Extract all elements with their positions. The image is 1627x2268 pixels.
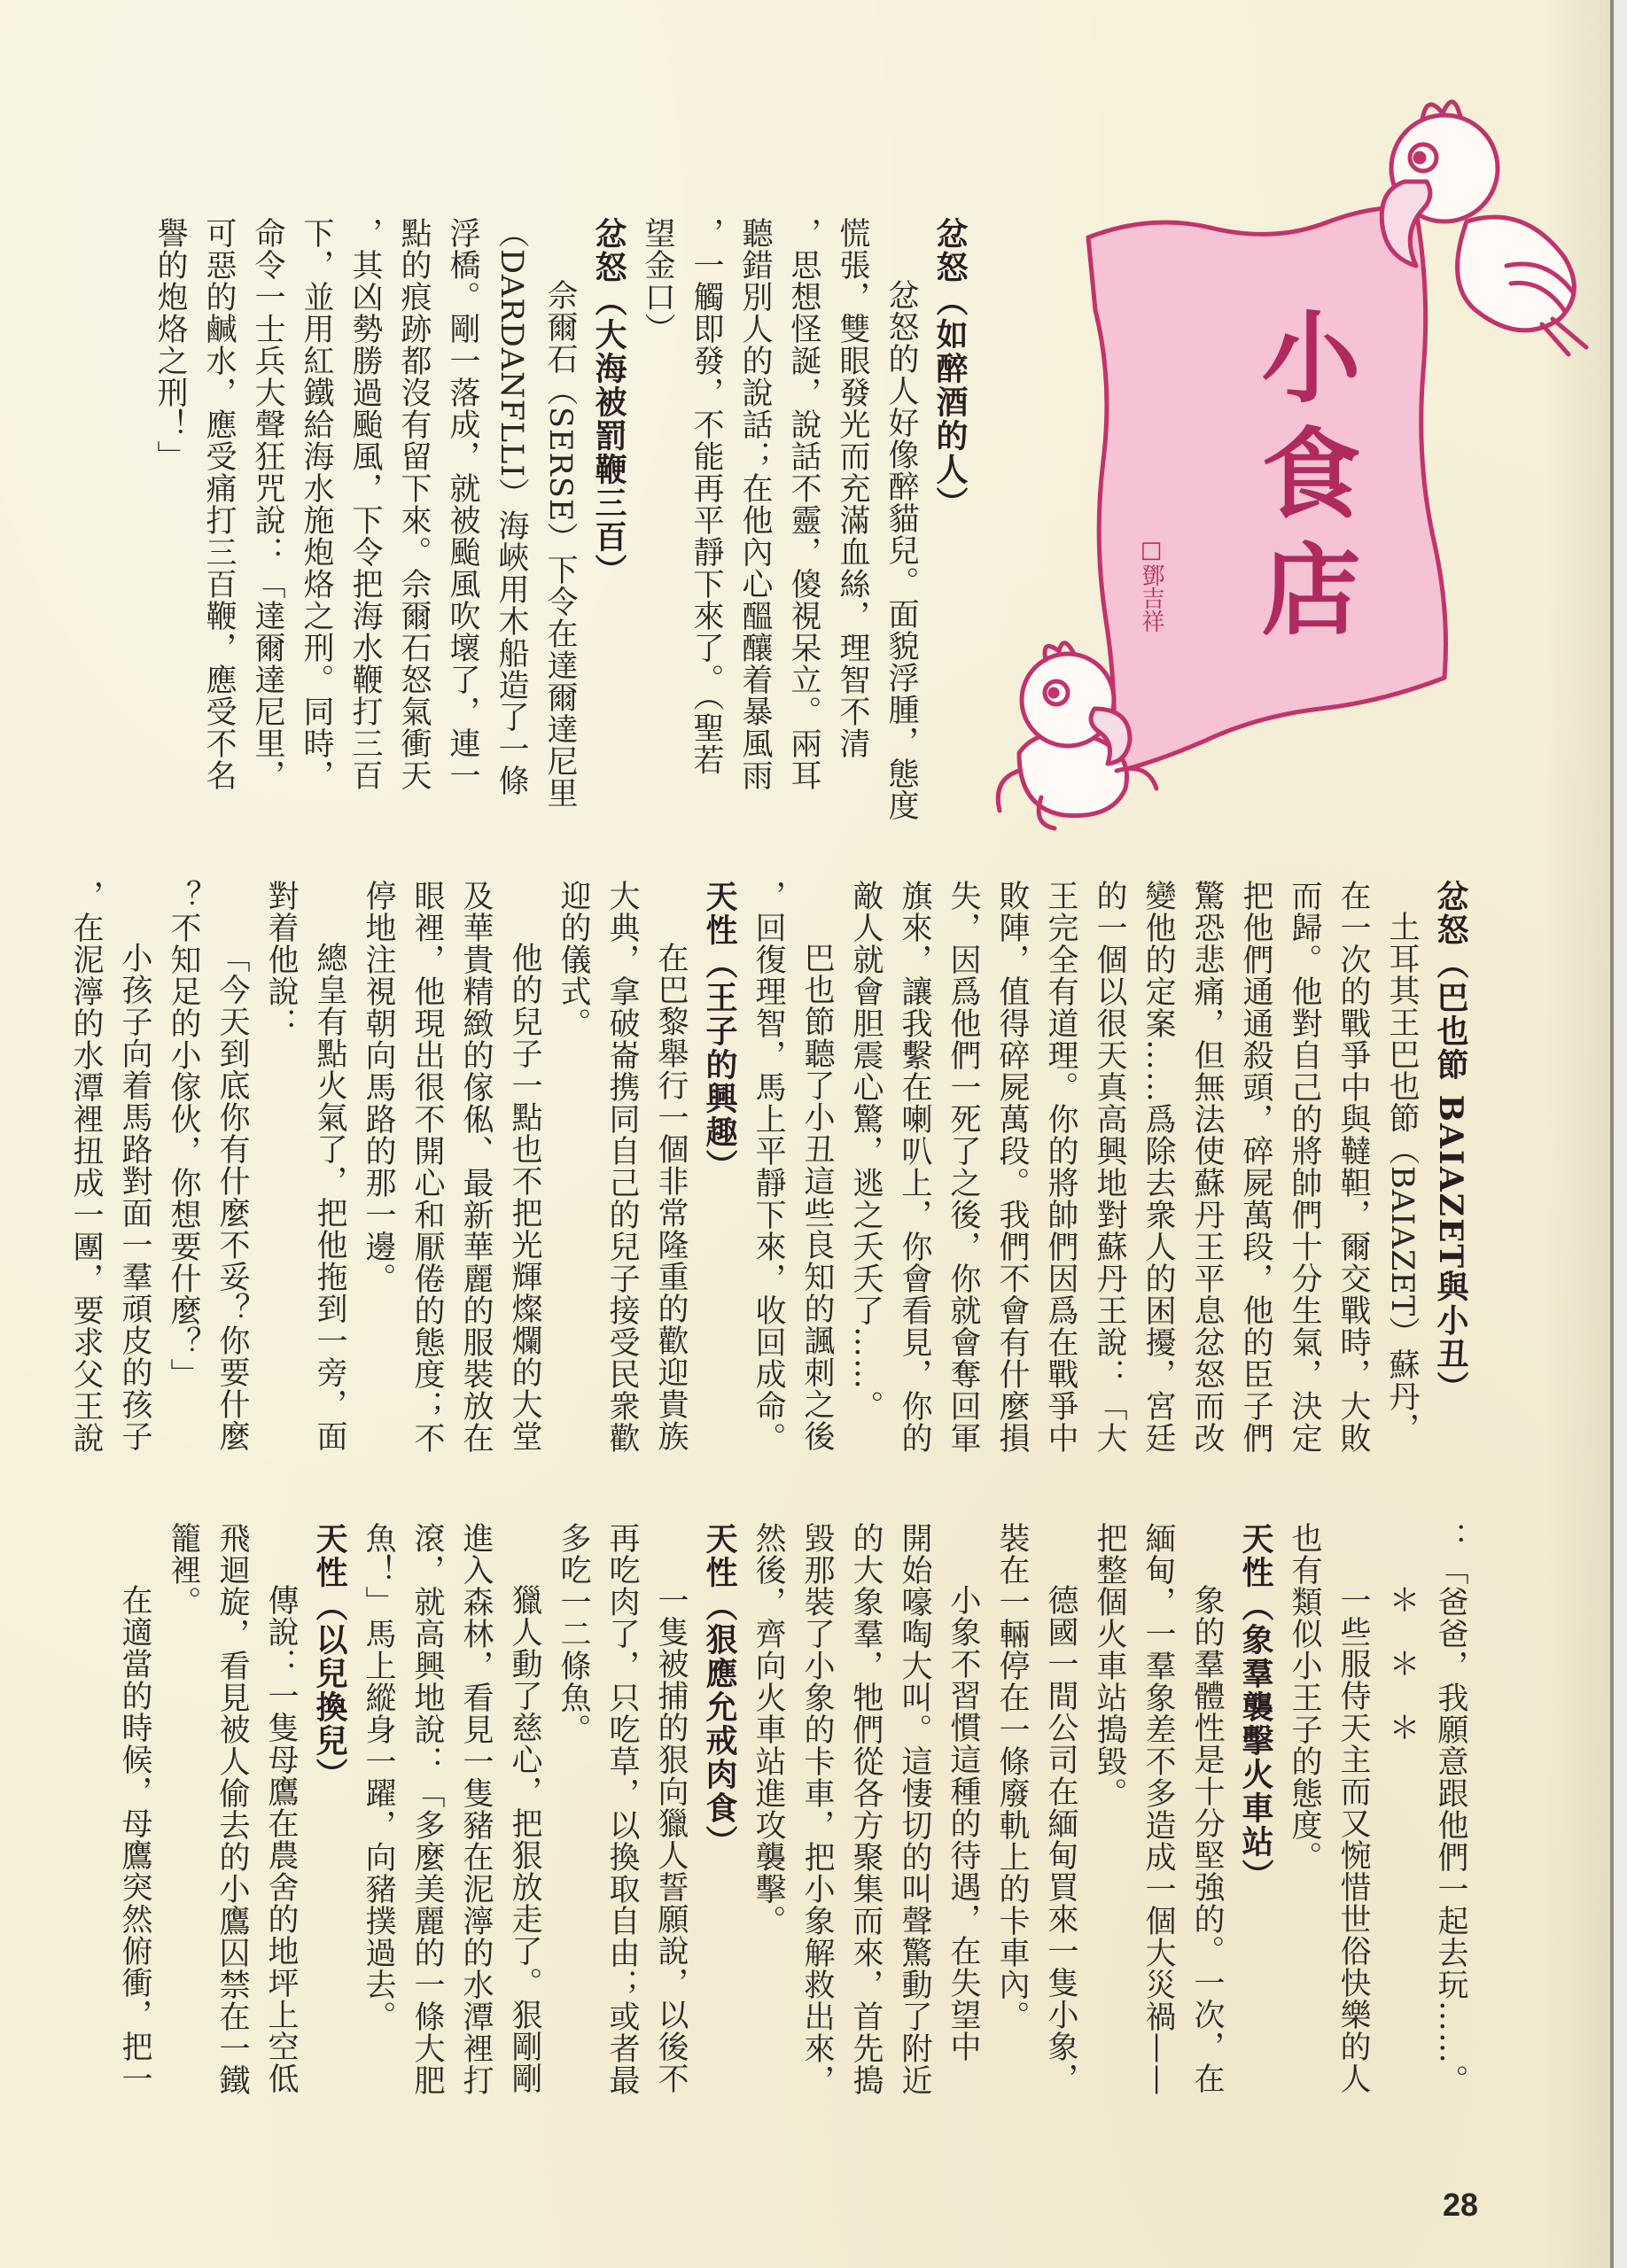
text-column: 緬甸，一羣象差不多造成一個大災禍—— bbox=[1140, 1522, 1176, 2096]
text-column: 象的羣體性是十分堅強的。一次，在 bbox=[1189, 1584, 1225, 2094]
middle-text-block bbox=[61, 880, 1475, 1500]
text-column: 小孩子向着馬路對面一羣頑皮的孩子 bbox=[117, 942, 152, 1452]
text-column: 大典，拿破崙携同自己的兒子接受民衆歡 bbox=[604, 880, 640, 1454]
text-column: 對着他說： bbox=[263, 880, 299, 1039]
text-column: 迎的儀式。 bbox=[556, 880, 591, 1039]
text-column: ，一觸即發，不能再平靜下來了。（聖若 bbox=[689, 217, 724, 776]
section-heading: 天性（王子的興趣） bbox=[701, 880, 738, 1183]
text-column: 巴也節聽了小丑這些良知的諷刺之後 bbox=[799, 942, 835, 1452]
text-column: 把整個火車站搗毀。 bbox=[1092, 1522, 1127, 1809]
text-column: 他的兒子一點也不把光輝燦爛的大堂 bbox=[507, 942, 542, 1452]
text-column: 的大象羣，牠們從各方聚集而來，首先搗 bbox=[848, 1522, 884, 2096]
text-column: 傳說：一隻母鷹在農舍的地坪上空低 bbox=[263, 1584, 299, 2094]
text-column: ，回復理智，馬上平靜下來，收回成命。 bbox=[751, 880, 786, 1454]
text-column: 望金口） bbox=[640, 217, 675, 345]
text-column: ，其凶勢勝過颱風，下令把海水鞭打三百 bbox=[347, 217, 383, 791]
text-column: 驚恐悲痛，但無法使蘇丹王平息忿怒而改 bbox=[1189, 880, 1225, 1454]
text-column: 聽錯別人的說話；在他內心醞釀着暴風雨 bbox=[737, 217, 773, 791]
text-column: 多吃一二條魚。 bbox=[556, 1522, 591, 1745]
author-byline: □鄧吉祥 bbox=[1138, 537, 1164, 633]
section-heading: 忿怒（如醉酒的人） bbox=[931, 217, 969, 520]
text-column: ？不知足的小傢伙，你想要什麼？」 bbox=[166, 880, 201, 1390]
text-column: 失，因爲他們一死了之後，你就會奪回軍 bbox=[946, 880, 981, 1454]
text-column: 佘爾石（SERSE）下令在達爾達尼里 bbox=[542, 279, 578, 810]
text-column: 浮橋。剛一落成，就被颱風吹壞了，連一 bbox=[445, 217, 480, 791]
text-column: 忿怒的人好像醉貓兒。面貌浮腫，態度 bbox=[884, 279, 919, 821]
text-column: 然後，齊向火車站進攻襲擊。 bbox=[751, 1522, 786, 1937]
text-column: 飛迴旋，看見被人偷去的小鷹囚禁在一鐵 bbox=[214, 1522, 250, 2096]
text-column: 敵人就會胆震心驚，逃之夭夭了……。 bbox=[848, 880, 884, 1422]
text-column: 旗來，讓我繫在喇叭上，你會看見，你的 bbox=[897, 880, 932, 1454]
section-heading: 忿怒（大海被罰鞭三百） bbox=[590, 217, 627, 587]
section-heading: 忿怒（巴也節 BAIAZET與小丑） bbox=[1432, 880, 1469, 1405]
text-column: 眼裡，他現出很不開心和厭倦的態度；不 bbox=[409, 880, 445, 1454]
text-column: 停地注視朝向馬路的那一邊。 bbox=[361, 880, 396, 1294]
page-number: 28 bbox=[1443, 2186, 1479, 2223]
text-column: 把他們通通殺頭，碎屍萬段，他的臣子們 bbox=[1238, 880, 1273, 1454]
section-heading: 天性（狠應允戒肉食） bbox=[701, 1522, 738, 1859]
text-column: 下，並用紅鐵給海水施炮烙之刑。同時， bbox=[299, 217, 334, 791]
text-column: 在巴黎舉行一個非常隆重的歡迎貴族 bbox=[653, 942, 689, 1452]
text-column: ：「爸爸，我願意跟他們一起去玩……。 bbox=[1433, 1522, 1468, 2096]
text-column: 而歸。他對自己的將帥們十分生氣，決定 bbox=[1287, 880, 1322, 1454]
text-column: （DARDANFLLI）海峽用木船造了一條 bbox=[494, 217, 529, 797]
text-column: 獵人動了慈心，把狠放走了。狠剛剛 bbox=[507, 1584, 542, 2094]
text-column: 命令一士兵大聲狂咒說：「達爾達尼里， bbox=[250, 217, 285, 791]
text-column: 「今天到底你有什麼不妥？你要什麼 bbox=[214, 942, 250, 1452]
upper-text-block bbox=[145, 217, 974, 837]
text-column: 譽的炮烙之刑！」 bbox=[152, 217, 188, 472]
text-column: 變他的定案……爲除去衆人的困擾，宮廷 bbox=[1140, 880, 1176, 1454]
text-column: 毀那裝了小象的卡車，把小象解救出來， bbox=[799, 1522, 835, 2096]
text-column: 進入森林，看見一隻豬在泥濘的水潭裡打 bbox=[458, 1522, 494, 2096]
section-separator: ＊ ＊ ＊ bbox=[1384, 1584, 1420, 1744]
text-column: 的一個以很天真高興地對蘇丹王說：「大 bbox=[1092, 880, 1127, 1454]
text-column: 點的痕跡都沒有留下來。佘爾石怒氣衝天 bbox=[396, 217, 432, 791]
text-column: 魚！」馬上縱身一躍，向豬撲過去。 bbox=[361, 1522, 396, 2032]
text-column: 開始嚎啕大叫。這悽切的叫聲驚動了附近 bbox=[897, 1522, 932, 2096]
text-column: 德國一間公司在緬甸買來一隻小象， bbox=[1043, 1584, 1078, 2094]
text-column: 敗陣，值得碎屍萬段。我們不會有什麼損 bbox=[994, 880, 1030, 1454]
text-column: 籠裡。 bbox=[166, 1522, 201, 1618]
text-column: 在適當的時候，母鷹突然俯衝，把一 bbox=[117, 1584, 152, 2094]
text-column: 慌張，雙眼發光而充滿血絲，理智不清 bbox=[835, 217, 870, 759]
text-column: ，在泥濘的水潭裡扭成一團，要求父王說 bbox=[68, 880, 104, 1454]
text-column: 小象不習慣這種的待遇，在失望中 bbox=[946, 1584, 981, 2062]
text-column: 在一次的戰爭中與韃靼，爾交戰時，大敗 bbox=[1335, 880, 1371, 1454]
text-column: 總皇有點火氣了，把他拖到一旁，面 bbox=[312, 942, 347, 1452]
text-column: 土耳其王巴也節（BAIAZET）蘇丹， bbox=[1384, 911, 1420, 1445]
text-column: 一些服侍天主而又惋惜世俗快樂的人 bbox=[1335, 1584, 1371, 2094]
section-heading: 天性（以兒換兒） bbox=[311, 1522, 348, 1791]
text-column: 裝在一輛停在一條廢軌上的卡車內。 bbox=[994, 1522, 1030, 2032]
text-column: 可惡的鹹水，應受痛打三百鞭，應受不名 bbox=[201, 217, 237, 791]
text-column: 滾，就高興地說：「多麼美麗的一條大肥 bbox=[409, 1522, 445, 2096]
text-column: 及華貴精緻的傢俬、最新華麗的服裝放在 bbox=[458, 880, 494, 1454]
section-heading: 天性（象羣襲擊火車站） bbox=[1237, 1522, 1274, 1892]
lower-text-block bbox=[110, 1522, 1475, 2142]
text-column: 再吃肉了，只吃草，以換取自由；或者最 bbox=[604, 1522, 640, 2096]
column-title: 小食店 bbox=[1245, 306, 1361, 654]
text-column: 一隻被捕的狠向獵人誓願說，以後不 bbox=[653, 1584, 689, 2094]
text-column: ，思想怪誕，說話不靈，傻視呆立。兩耳 bbox=[786, 217, 821, 791]
text-column: 王完全有道理。你的將帥們因爲在戰爭中 bbox=[1043, 880, 1078, 1454]
text-column: 也有類似小王子的態度。 bbox=[1287, 1522, 1322, 1873]
